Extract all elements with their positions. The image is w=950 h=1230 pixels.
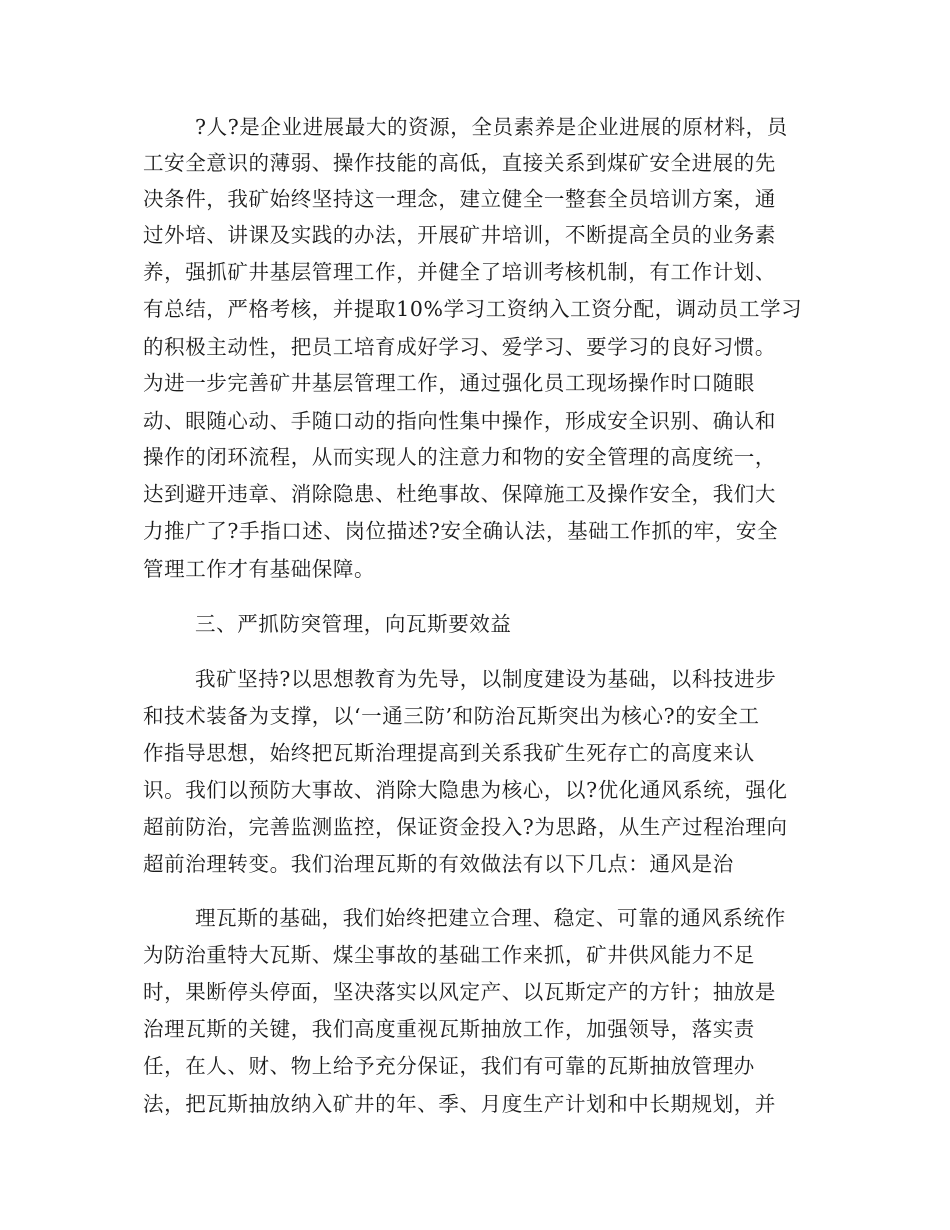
text-line: 过外培、讲课及实践的办法，开展矿井培训，不断提高全员的业务素 xyxy=(143,223,776,247)
text-line: 任，在人、财、物上给予充分保证，我们有可靠的瓦斯抽放管理办 xyxy=(143,1054,755,1078)
text-line: 和技术装备为支撑，以‘一通三防’和防治瓦斯突出为核心?的安全工 xyxy=(143,704,760,728)
text-line: ?人?是企业进展最大的资源，全员素养是企业进展的原材料，员 xyxy=(195,115,788,139)
text-line: 为防治重特大瓦斯、煤尘事故的基础工作来抓，矿井供风能力不足 xyxy=(143,943,755,967)
text-line: 力推广了?手指口述、岗位描述?安全确认法，基础工作抓的牢，安全 xyxy=(143,519,779,543)
text-line: 决条件，我矿始终坚持这一理念，建立健全一整套全员培训方案，通 xyxy=(143,187,776,211)
text-line: 为进一步完善矿井基层管理工作，通过强化员工现场操作时口随眼 xyxy=(143,371,755,395)
text-line: 动、眼随心动、手随口动的指向性集中操作，形成安全识别、确认和 xyxy=(143,409,776,433)
text-line: 超前防治，完善监测监控，保证资金投入?为思路，从生产过程治理向 xyxy=(143,815,788,839)
text-line: 的积极主动性，把员工培育成好学习、爱学习、要学习的良好习惯。 xyxy=(143,335,776,359)
text-line: 治理瓦斯的关键，我们高度重视瓦斯抽放工作，加强领导，落实责 xyxy=(143,1017,755,1041)
text-line: 养，强抓矿井基层管理工作，并健全了培训考核机制，有工作计划、 xyxy=(143,260,776,284)
text-line: 理瓦斯的基础，我们始终把建立合理、稳定、可靠的通风系统作 xyxy=(195,906,786,930)
text-line: 超前治理转变。我们治理瓦斯的有效做法有以下几点：通风是治 xyxy=(143,852,734,876)
section-heading: 三、严抓防突管理，向瓦斯要效益 xyxy=(195,612,512,636)
text-line: 作指导思想，始终把瓦斯治理提高到关系我矿生死存亡的高度来认 xyxy=(143,741,755,765)
text-line: 时，果断停头停面，坚决落实以风定产、以瓦斯定产的方针；抽放是 xyxy=(143,980,776,1004)
text-line: 达到避开违章、消除隐患、杜绝事故、保障施工及操作安全，我们大 xyxy=(143,482,776,506)
text-line: 管理工作才有基础保障。 xyxy=(143,557,376,581)
text-line: 有总结，严格考核，并提取10%学习工资纳入工资分配，调动员工学习 xyxy=(143,297,803,321)
text-line: 工安全意识的薄弱、操作技能的高低，直接关系到煤矿安全进展的先 xyxy=(143,151,776,175)
text-line: 操作的闭环流程，从而实现人的注意力和物的安全管理的高度统一， xyxy=(143,445,776,469)
text-line: 法，把瓦斯抽放纳入矿井的年、季、月度生产计划和中长期规划，并 xyxy=(143,1092,776,1116)
text-line: 我矿坚持?以思想教育为先导，以制度建设为基础，以科技进步 xyxy=(195,667,777,691)
text-line: 识。我们以预防大事故、消除大隐患为核心，以?优化通风系统，强化 xyxy=(143,778,788,802)
